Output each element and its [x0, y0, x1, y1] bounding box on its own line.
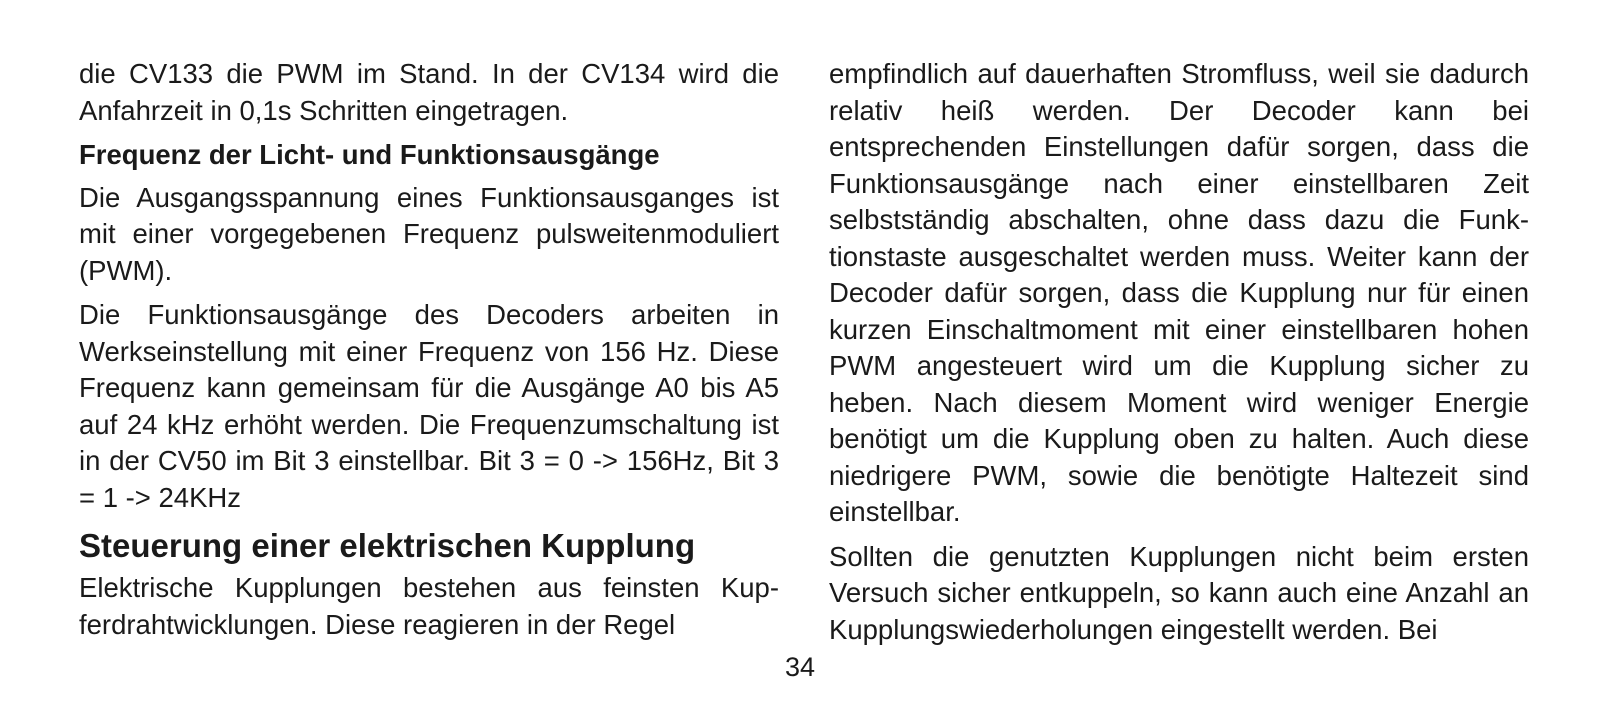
left-column	[79, 56, 779, 651]
page-number: 34	[784, 652, 816, 682]
paragraph-coupling-control: empfindlich auf dauerhaften Stromfluss, weil sie dadurch relativ heiß werden. Der Decoder kann bei entsprechenden Einstellungen dafür sorgen, dass die Funktionsausgänge nach einer einstellbaren Zeit selbstständig abschalten, ohne dass dazu die Funktionstaste ausgeschaltet werden muss. Weiter kann der Decoder dafür sorgen, dass die Kupplung nur für einen kurzen Einschaltmoment mit einer einstellbaren hohen PWM angesteuert wird um die Kupplung sicher zu heben. Nach diesem Moment wird weniger Energie benötigt um die Kupplung oben zu halten. Auch diese niedrigere PWM, sowie die benötigte Haltezeit sind einstellbar.	[829, 58, 1529, 527]
section-heading-coupling: Steuerung einer elektrischen Kupplung	[79, 527, 696, 564]
paragraph-coupling-intro: Elektrische Kupplungen bestehen aus feinsten Kupferdrahtwicklungen. Diese reagieren in der Regel	[79, 572, 779, 640]
paragraph-coupling-repeat: Sollten die genutzten Kupplungen nicht beim ersten Versuch sicher entkuppeln, so kann auch eine Anzahl an Kupplungswiederholungen eingestellt werden. Bei	[829, 540, 1529, 645]
right-column	[829, 56, 1529, 656]
paragraph-cv133: die CV133 die PWM im Stand. In der CV134 wird die Anfahrzeit in 0,1s Schritten eingetragen.	[79, 58, 779, 126]
paragraph-pwm-output: Die Ausgangsspannung eines Funktionsausganges ist mit einer vorgegebenen Frequenz pulsweitenmoduliert (PWM).	[79, 181, 779, 286]
section-heading-frequency: Frequenz der Licht- und Funktionsausgänge	[79, 139, 660, 170]
paragraph-frequency-settings: Die Funktionsausgänge des Decoders arbeiten in Werkseinstellung mit einer Frequenz von 156 Hz. Diese Frequenz kann gemeinsam für die Ausgänge A0 bis A5 auf 24 kHz erhöht werden. Die Frequenzumschaltung ist in der CV50 im Bit 3 einstellbar. Bit 3 = 0 -> 156Hz, Bit 3 = 1 -> 24KHz	[79, 299, 779, 513]
